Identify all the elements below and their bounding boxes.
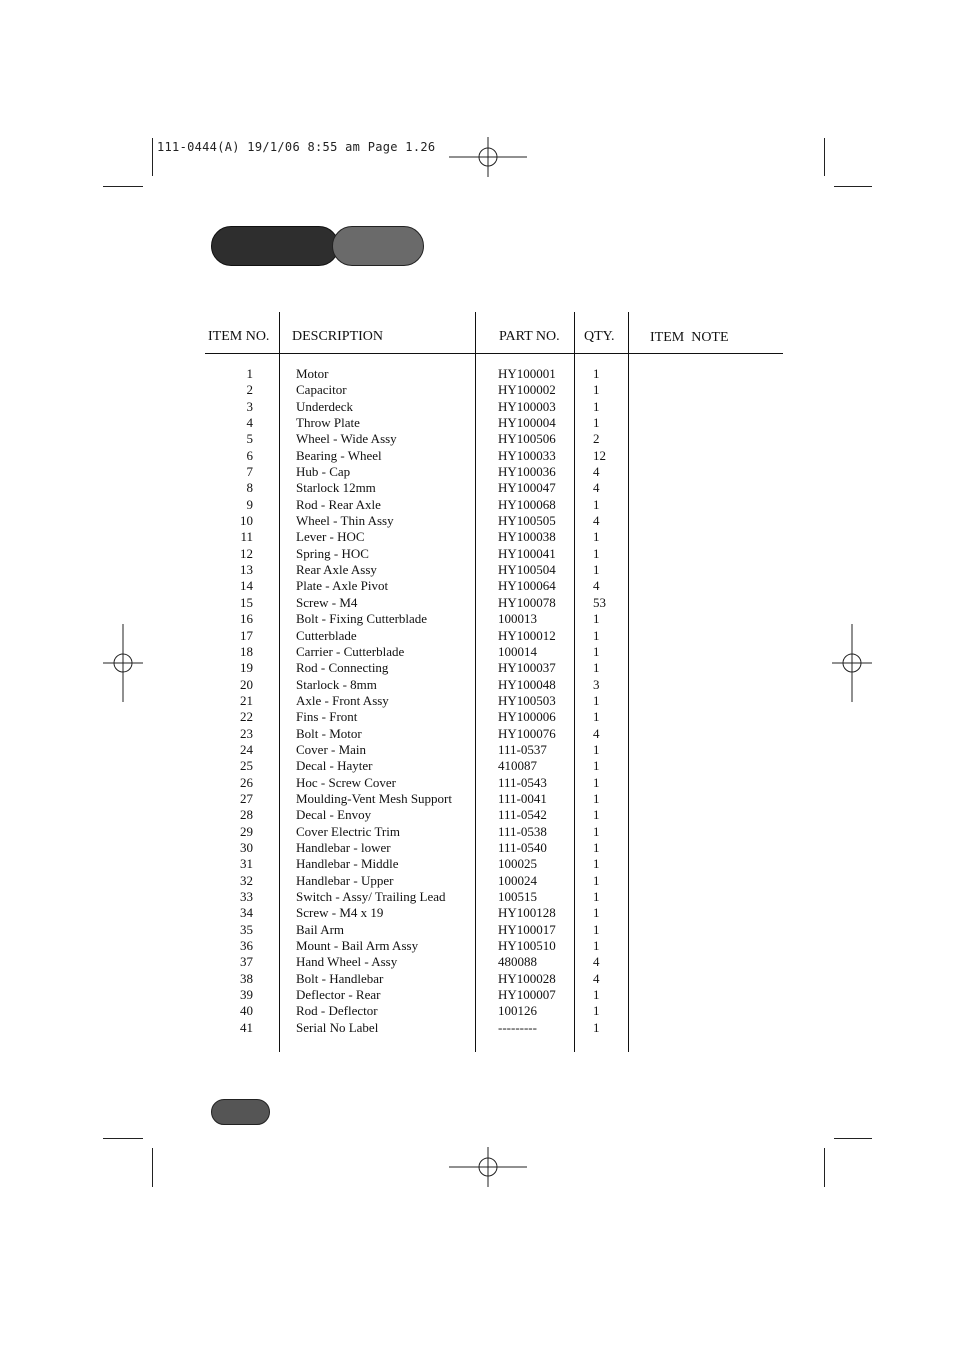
quantity: 1 <box>593 1019 600 1035</box>
quantity: 1 <box>593 774 600 790</box>
table-row <box>205 742 645 758</box>
print-slug-line: 111-0444(A) 19/1/06 8:55 am Page 1.26 <box>157 140 436 154</box>
part-number: 480088 <box>498 954 537 970</box>
item-number: 10 <box>240 513 253 529</box>
part-number: HY100017 <box>498 921 556 937</box>
quantity: 1 <box>593 758 600 774</box>
item-number: 13 <box>240 562 253 578</box>
quantity: 4 <box>593 725 600 741</box>
item-number: 23 <box>240 725 253 741</box>
item-description: Rear Axle Assy <box>296 562 377 578</box>
table-row <box>205 824 645 840</box>
quantity: 12 <box>593 447 606 463</box>
item-description: Cover Electric Trim <box>296 823 400 839</box>
table-row <box>205 382 645 398</box>
table-row <box>205 366 645 382</box>
header-rule <box>205 353 783 354</box>
item-description: Spring - HOC <box>296 545 369 561</box>
part-number: 100025 <box>498 856 537 872</box>
part-number: 111-0540 <box>498 839 547 855</box>
part-number: HY100503 <box>498 692 556 708</box>
part-number: HY100041 <box>498 545 556 561</box>
table-row <box>205 644 645 660</box>
item-number: 3 <box>246 398 253 414</box>
part-number: HY100047 <box>498 480 556 496</box>
quantity: 2 <box>593 431 600 447</box>
item-number: 31 <box>240 856 253 872</box>
item-number: 17 <box>240 627 253 643</box>
item-number: 22 <box>240 709 253 725</box>
item-number: 40 <box>240 1003 253 1019</box>
crop-mark-top-right-horizontal <box>834 186 872 187</box>
item-description: Bail Arm <box>296 921 345 937</box>
item-description: Handlebar - Upper <box>296 872 394 888</box>
crop-mark-bottom-right-horizontal <box>834 1138 872 1139</box>
quantity: 1 <box>593 398 600 414</box>
item-number: 15 <box>240 594 253 610</box>
quantity: 1 <box>593 823 600 839</box>
item-description: Decal - Envoy <box>296 807 372 823</box>
part-number: 100024 <box>498 872 537 888</box>
part-number: 100013 <box>498 611 537 627</box>
table-row <box>205 873 645 889</box>
item-description: Screw - M4 <box>296 594 358 610</box>
table-row <box>205 856 645 872</box>
item-description: Moulding-Vent Mesh Support <box>296 790 452 806</box>
item-number: 26 <box>240 774 253 790</box>
item-description: Motor <box>296 366 329 381</box>
part-number: HY100510 <box>498 938 556 954</box>
table-row <box>205 938 645 954</box>
item-description: Cutterblade <box>296 627 357 643</box>
quantity: 1 <box>593 545 600 561</box>
table-row <box>205 775 645 791</box>
item-number: 5 <box>246 431 253 447</box>
quantity: 1 <box>593 627 600 643</box>
item-description: Hoc - Screw Cover <box>296 774 396 790</box>
crop-mark-top-left-vertical <box>152 138 153 176</box>
table-row <box>205 497 645 513</box>
quantity: 1 <box>593 938 600 954</box>
table-row <box>205 628 645 644</box>
quantity: 1 <box>593 529 600 545</box>
table-row <box>205 611 645 627</box>
part-number: 410087 <box>498 758 537 774</box>
item-description: Hub - Cap <box>296 464 351 480</box>
item-description: Plate - Axle Pivot <box>296 578 389 594</box>
part-number: 100126 <box>498 1003 537 1019</box>
part-number: HY100036 <box>498 464 556 480</box>
quantity: 1 <box>593 660 600 676</box>
item-description: Bolt - Handlebar <box>296 970 384 986</box>
part-number: 111-0542 <box>498 807 547 823</box>
quantity: 1 <box>593 709 600 725</box>
table-row <box>205 709 645 725</box>
part-number: 100014 <box>498 643 537 659</box>
quantity: 1 <box>593 692 600 708</box>
item-number: 21 <box>240 692 253 708</box>
item-number: 9 <box>246 496 253 512</box>
item-description: Switch - Assy/ Trailing Lead <box>296 889 446 904</box>
header-part-no: PART NO. <box>499 329 560 344</box>
page-number-tab <box>211 1099 270 1125</box>
part-number: HY100076 <box>498 725 556 741</box>
table-row <box>205 1003 645 1019</box>
quantity: 4 <box>593 480 600 496</box>
part-number: 100515 <box>498 889 537 904</box>
part-number: 111-0538 <box>498 823 547 839</box>
header-tab-grey <box>332 226 424 266</box>
quantity: 1 <box>593 889 600 904</box>
part-number: HY100038 <box>498 529 556 545</box>
header-description: DESCRIPTION <box>292 329 384 344</box>
item-number: 24 <box>240 741 253 757</box>
quantity: 1 <box>593 611 600 627</box>
item-number: 7 <box>246 464 253 480</box>
part-number: HY100068 <box>498 496 556 512</box>
item-description: Rod - Rear Axle <box>296 496 381 512</box>
item-description: Underdeck <box>296 398 354 414</box>
item-number: 29 <box>240 823 253 839</box>
item-number: 33 <box>240 889 253 904</box>
table-row <box>205 562 645 578</box>
item-description: Carrier - Cutterblade <box>296 643 405 659</box>
table-row <box>205 677 645 693</box>
item-number: 25 <box>240 758 253 774</box>
part-number: --------- <box>498 1019 537 1035</box>
part-number: 111-0543 <box>498 774 547 790</box>
quantity: 1 <box>593 1003 600 1019</box>
table-row <box>205 529 645 545</box>
table-row <box>205 889 645 905</box>
item-description: Lever - HOC <box>296 529 365 545</box>
item-number: 35 <box>240 921 253 937</box>
item-description: Cover - Main <box>296 741 367 757</box>
part-number: HY100064 <box>498 578 556 594</box>
item-description: Starlock - 8mm <box>296 676 377 692</box>
header-item-note: ITEM NOTE <box>650 330 729 345</box>
quantity: 1 <box>593 382 600 398</box>
part-number: HY100078 <box>498 594 556 610</box>
quantity: 1 <box>593 562 600 578</box>
item-description: Axle - Front Assy <box>296 692 389 708</box>
quantity: 1 <box>593 856 600 872</box>
item-description: Capacitor <box>296 382 347 398</box>
registration-mark-right-icon <box>832 624 872 702</box>
crop-mark-top-left-horizontal <box>103 186 143 187</box>
table-row <box>205 448 645 464</box>
quantity: 3 <box>593 676 600 692</box>
table-row <box>205 431 645 447</box>
part-number: 111-0537 <box>498 741 547 757</box>
table-row <box>205 758 645 774</box>
item-number: 2 <box>246 382 253 398</box>
part-number: 111-0041 <box>498 790 547 806</box>
quantity: 4 <box>593 970 600 986</box>
table-row <box>205 693 645 709</box>
part-number: HY100028 <box>498 970 556 986</box>
part-number: HY100007 <box>498 987 556 1003</box>
table-row <box>205 578 645 594</box>
item-description: Rod - Connecting <box>296 660 389 676</box>
table-row <box>205 971 645 987</box>
part-number: HY100506 <box>498 431 556 447</box>
item-number: 39 <box>240 987 253 1003</box>
quantity: 1 <box>593 839 600 855</box>
item-number: 6 <box>246 447 253 463</box>
table-row <box>205 480 645 496</box>
registration-mark-top-icon <box>449 137 527 177</box>
item-number: 1 <box>246 366 253 381</box>
item-description: Bearing - Wheel <box>296 447 382 463</box>
item-number: 8 <box>246 480 253 496</box>
quantity: 53 <box>593 594 606 610</box>
table-row <box>205 726 645 742</box>
parts-list <box>205 366 645 1036</box>
quantity: 4 <box>593 513 600 529</box>
item-number: 19 <box>240 660 253 676</box>
item-number: 37 <box>240 954 253 970</box>
part-number: HY100003 <box>498 398 556 414</box>
item-number: 28 <box>240 807 253 823</box>
table-row <box>205 807 645 823</box>
header-qty: QTY. <box>584 329 615 344</box>
part-number: HY100048 <box>498 676 556 692</box>
crop-mark-bottom-right-vertical <box>824 1148 825 1187</box>
table-row <box>205 595 645 611</box>
part-number: HY100002 <box>498 382 556 398</box>
table-row <box>205 840 645 856</box>
item-number: 14 <box>240 578 253 594</box>
item-description: Bolt - Motor <box>296 725 362 741</box>
quantity: 4 <box>593 464 600 480</box>
item-description: Mount - Bail Arm Assy <box>296 938 419 954</box>
header-tab-dark <box>211 226 339 266</box>
quantity: 1 <box>593 415 600 431</box>
item-number: 11 <box>240 529 253 545</box>
item-description: Screw - M4 x 19 <box>296 905 384 921</box>
part-number: HY100012 <box>498 627 556 643</box>
item-number: 30 <box>240 839 253 855</box>
item-description: Throw Plate <box>296 415 360 431</box>
part-number: HY100006 <box>498 709 556 725</box>
item-description: Handlebar - lower <box>296 839 391 855</box>
item-description: Deflector - Rear <box>296 987 381 1003</box>
crop-mark-bottom-left-horizontal <box>103 1138 143 1139</box>
quantity: 4 <box>593 954 600 970</box>
quantity: 1 <box>593 987 600 1003</box>
part-number: HY100128 <box>498 905 556 921</box>
table-row <box>205 464 645 480</box>
part-number: HY100004 <box>498 415 556 431</box>
part-number: HY100033 <box>498 447 556 463</box>
part-number: HY100001 <box>498 366 556 381</box>
item-description: Fins - Front <box>296 709 358 725</box>
table-row <box>205 415 645 431</box>
table-row <box>205 922 645 938</box>
quantity: 1 <box>593 807 600 823</box>
registration-mark-left-icon <box>103 624 143 702</box>
item-description: Wheel - Wide Assy <box>296 431 397 447</box>
item-number: 41 <box>240 1019 253 1035</box>
table-row <box>205 660 645 676</box>
quantity: 1 <box>593 905 600 921</box>
item-description: Starlock 12mm <box>296 480 376 496</box>
header-item-no: ITEM NO. <box>208 329 270 344</box>
table-row <box>205 905 645 921</box>
quantity: 1 <box>593 643 600 659</box>
item-number: 38 <box>240 970 253 986</box>
item-number: 34 <box>240 905 253 921</box>
item-description: Rod - Deflector <box>296 1003 378 1019</box>
part-number: HY100504 <box>498 562 556 578</box>
table-row <box>205 791 645 807</box>
item-number: 16 <box>240 611 253 627</box>
item-number: 32 <box>240 872 253 888</box>
crop-mark-bottom-left-vertical <box>152 1148 153 1187</box>
item-description: Handlebar - Middle <box>296 856 399 872</box>
item-number: 27 <box>240 790 253 806</box>
table-row <box>205 987 645 1003</box>
item-description: Bolt - Fixing Cutterblade <box>296 611 428 627</box>
quantity: 1 <box>593 921 600 937</box>
item-description: Serial No Label <box>296 1019 379 1035</box>
quantity: 1 <box>593 366 600 381</box>
table-row <box>205 399 645 415</box>
part-number: HY100505 <box>498 513 556 529</box>
part-number: HY100037 <box>498 660 556 676</box>
item-description: Decal - Hayter <box>296 758 373 774</box>
quantity: 1 <box>593 741 600 757</box>
item-number: 4 <box>246 415 253 431</box>
item-description: Wheel - Thin Assy <box>296 513 394 529</box>
quantity: 1 <box>593 790 600 806</box>
table-row <box>205 1020 645 1036</box>
item-number: 12 <box>240 545 253 561</box>
quantity: 4 <box>593 578 600 594</box>
item-number: 36 <box>240 938 253 954</box>
item-number: 20 <box>240 676 253 692</box>
registration-mark-bottom-icon <box>449 1147 527 1187</box>
quantity: 1 <box>593 872 600 888</box>
table-row <box>205 954 645 970</box>
crop-mark-top-right-vertical <box>824 138 825 176</box>
quantity: 1 <box>593 496 600 512</box>
table-row <box>205 513 645 529</box>
table-row <box>205 546 645 562</box>
item-number: 18 <box>240 643 253 659</box>
item-description: Hand Wheel - Assy <box>296 954 398 970</box>
